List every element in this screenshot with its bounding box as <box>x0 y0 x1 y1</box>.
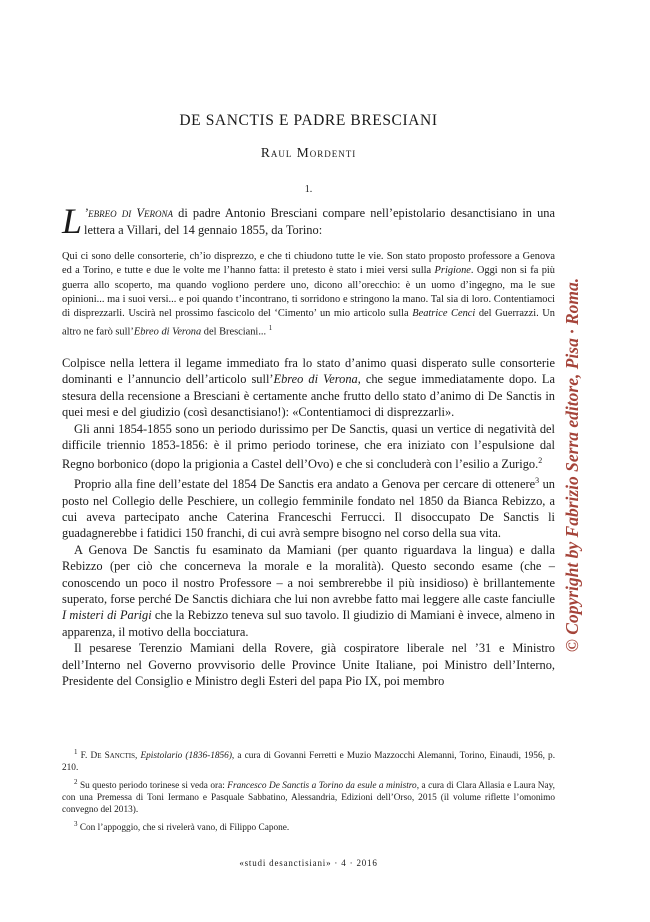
quote-text: del Guerrazzi. Un altro ne farò sull’ <box>62 308 555 338</box>
paragraph-text: Colpisce nella lettera il legame immediato fra lo stato d’animo quasi disperato sulle consorterie dominanti e l’annuncio dell’articolo sull’ <box>62 356 555 387</box>
footnote-ref: 2 <box>538 456 543 466</box>
running-footer: «studi desanctisiani» · 4 · 2016 <box>239 858 378 868</box>
quote-italic-prigione: Prigione <box>434 265 471 277</box>
intro-text: di padre Antonio Bresciani compare nell’epistolario desanctisiano in una lettera a Villari, del 14 gennaio 1855, da Torino: <box>84 206 556 237</box>
italic-title: I misteri di Parigi <box>62 608 152 623</box>
quote-text: . Oggi non si fa più guerra allo scoperto, ma quando vogliono perdere uno, dicono all’orecchio: è un uomo d’ingegno, ma le sue opinioni... ma i suoi versi... e poi quando t’incontrano, ti sorridono e stringono la mano. Tal sia di loro. Contentiamoci di disprezzarli. Uscirà nel prossimo fascicolo del ‘Cimento’ un mio articolo sulla <box>62 265 555 320</box>
footnote-title: Epistolario (1836-1856) <box>140 751 232 762</box>
footnote-number: 2 <box>74 777 78 786</box>
footnote-number: 3 <box>74 819 78 828</box>
paragraph <box>62 421 555 473</box>
quote-italic-beatrice: Beatrice Cenci <box>412 308 476 320</box>
paragraph-text: che la Rebizzo teneva sul suo tavolo. Il giudizio di Mamiani è invece, almeno in apparenza, il motivo della bocciatura. <box>62 608 555 639</box>
quote-text: del Bresciani... <box>201 326 269 338</box>
paragraph <box>62 542 555 640</box>
drop-cap: L <box>62 201 83 241</box>
section-number: 1. <box>304 184 313 195</box>
paragraph-text: un posto nel Collegio delle Peschiere, un collegio femminile fondato nel 1850 da Bianca Rebizzo, a cui aveva partecipato anche Caterina Franceschi Ferrucci. Il disoccupato De Sanctis li guadagnerebbe i fatidici 150 franchi, di cui avrà sempre bisogno nel corso della sua vita. <box>62 477 555 541</box>
paragraph <box>62 640 555 689</box>
footnote-text: , a cura di Clara Allasia e Laura Nay, con una Premessa di Toni Iermano e Pasquale Sabbatino, Alessandria, Edizioni dell’Orso, 2015 (il volume riflette l’omonimo convegno del 2013). <box>62 780 555 816</box>
footnote-text: Con l’appoggio, che si rivelerà vano, di Filippo Capone. <box>79 822 290 833</box>
intro-paragraph <box>62 201 556 241</box>
footnote-2 <box>62 776 555 817</box>
footnote-text: Su questo periodo torinese si veda ora: <box>79 780 228 791</box>
block-quote <box>62 250 555 340</box>
body-text <box>62 355 555 689</box>
paragraph-text: Gli anni 1854-1855 sono un periodo durissimo per De Sanctis, quasi un vertice di negatività del difficile triennio 1853-1856: è il primo periodo torinese, che era iniziato con l’espulsione dal Regno borbonico (dopo la prigionia a Castel dell’Ovo) e che si concluderà con l’esilio a Zurigo. <box>62 421 555 472</box>
footnote-1 <box>62 746 555 775</box>
footnote-3 <box>62 818 555 834</box>
footnote-number: 1 <box>74 748 78 756</box>
quote-text: Qui ci sono delle consorterie, ch’io disprezzo, e che ti chiudono tutte le vie. Son stato proposto professore a Genova ed a Torino, e tutte e due le volte me l’hanno fatta: il pretesto è stato i miei versi sulla <box>62 251 555 277</box>
footnote-ref: 1 <box>268 324 273 333</box>
footnote-text: , a cura di Govanni Ferretti e Muzio Mazzocchi Alemanni, Torino, Einaudi, 1956, p. 210. <box>62 751 556 774</box>
article-title: DE SANCTIS E PADRE BRESCIANI <box>179 112 438 129</box>
footnote-author: F. De Sanctis <box>80 751 136 762</box>
paragraph <box>62 355 555 421</box>
copyright-watermark: © Copyright by Fabrizio Serra editore, Pisa · Roma. <box>562 277 582 653</box>
footnote-ref: 3 <box>535 475 540 485</box>
footnote-text: , <box>135 751 141 762</box>
paragraph-text: Il pesarese Terenzio Mamiani della Rovere, già cospiratore liberale nel ’31 e Ministro dell’Interno nel Governo provvisorio delle Province Unite Italiane, poi Ministro dell’Interno, Presidente del Consiglio e Ministro degli Esteri del papa Pio IX, poi membro <box>62 641 555 688</box>
quote-italic-ebreo: Ebreo di Verona <box>133 326 202 338</box>
footnote-title: Francesco De Sanctis a Torino da esule a ministro <box>227 780 417 791</box>
paragraph-text: , che segue immediatamente dopo. La stesura della recensione a Bresciani è certamente anche frutto dello stato d’animo di De Sanctis in quei mesi e del giudizio (così desanctisiano!): «Contentiamoci di disprezzarli». <box>62 372 555 420</box>
article-author: Raul Mordenti <box>260 145 357 160</box>
footnotes <box>62 746 555 835</box>
paragraph-text: Proprio alla fine dell’estate del 1854 De Sanctis era andato a Genova per cercare di ottenere <box>74 477 536 492</box>
italic-title: Ebreo di Verona <box>273 372 358 387</box>
paragraph <box>62 473 555 542</box>
intro-work-title: ’ebreo di Verona <box>84 206 173 220</box>
paragraph-text: A Genova De Sanctis fu esaminato da Mamiani (per quanto riguardava la lingua) e dalla Rebizzo (per ciò che concerneva la morale e la moralità). Questo secondo esame (che – conoscendo un poco il nostro Professore – a noi sembrerebbe il più insidioso) è brillantemente superato, forse perché De Sanctis dichiara che lui non avrebbe fatto mai leggere alle caste fanciulle <box>62 542 555 606</box>
